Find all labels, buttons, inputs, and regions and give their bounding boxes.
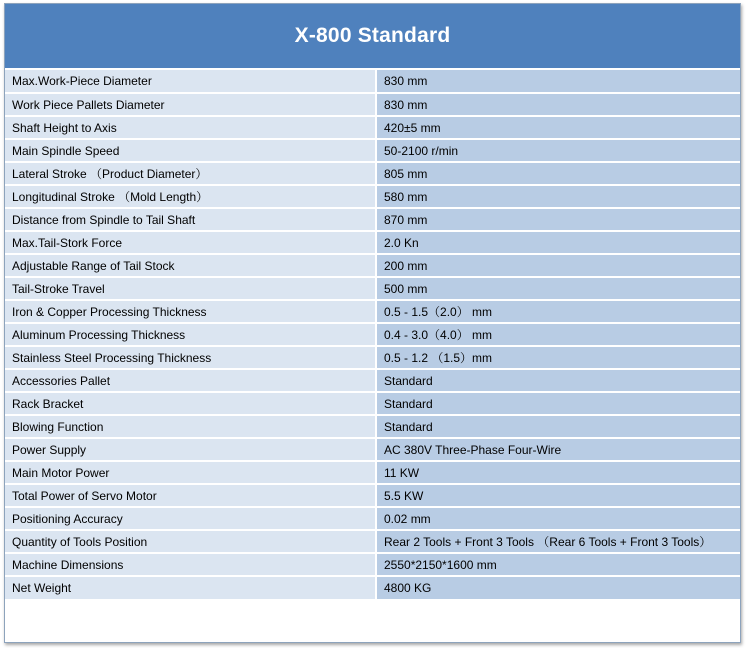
spec-table-body xyxy=(5,70,740,599)
spec-value: 0.5 - 1.2 （1.5）mm xyxy=(376,346,740,369)
spec-value: 50-2100 r/min xyxy=(376,139,740,162)
spec-row xyxy=(5,346,740,369)
spec-value: Standard xyxy=(376,392,740,415)
spec-row xyxy=(5,70,740,93)
spec-label: Machine Dimensions xyxy=(5,553,376,576)
spec-label: Rack Bracket xyxy=(5,392,376,415)
spec-row xyxy=(5,300,740,323)
spec-label: Max.Tail-Stork Force xyxy=(5,231,376,254)
spec-value: 2550*2150*1600 mm xyxy=(376,553,740,576)
spec-label: Aluminum Processing Thickness xyxy=(5,323,376,346)
spec-label: Tail-Stroke Travel xyxy=(5,277,376,300)
spec-row xyxy=(5,553,740,576)
spec-value: 4800 KG xyxy=(376,576,740,599)
spec-label: Iron & Copper Processing Thickness xyxy=(5,300,376,323)
spec-row xyxy=(5,277,740,300)
spec-label: Main Motor Power xyxy=(5,461,376,484)
spec-label: Main Spindle Speed xyxy=(5,139,376,162)
spec-value: Rear 2 Tools + Front 3 Tools （Rear 6 Tools + Front 3 Tools） xyxy=(376,530,740,553)
spec-label: Work Piece Pallets Diameter xyxy=(5,93,376,116)
spec-value: Standard xyxy=(376,415,740,438)
spec-value: 2.0 Kn xyxy=(376,231,740,254)
spec-row xyxy=(5,507,740,530)
spec-label: Max.Work-Piece Diameter xyxy=(5,70,376,93)
spec-row xyxy=(5,231,740,254)
spec-row xyxy=(5,392,740,415)
spec-row xyxy=(5,254,740,277)
spec-sheet xyxy=(4,3,741,643)
spec-value: 870 mm xyxy=(376,208,740,231)
spec-row xyxy=(5,208,740,231)
spec-row xyxy=(5,530,740,553)
spec-label: Power Supply xyxy=(5,438,376,461)
spec-label: Lateral Stroke （Product Diameter） xyxy=(5,162,376,185)
spec-value: 420±5 mm xyxy=(376,116,740,139)
spec-value: 500 mm xyxy=(376,277,740,300)
spec-value: 0.02 mm xyxy=(376,507,740,530)
spec-label: Adjustable Range of Tail Stock xyxy=(5,254,376,277)
spec-row xyxy=(5,139,740,162)
spec-value: 0.5 - 1.5（2.0） mm xyxy=(376,300,740,323)
spec-row xyxy=(5,415,740,438)
spec-value: AC 380V Three-Phase Four-Wire xyxy=(376,438,740,461)
spec-value: 580 mm xyxy=(376,185,740,208)
spec-row xyxy=(5,93,740,116)
spec-value: 0.4 - 3.0（4.0） mm xyxy=(376,323,740,346)
spec-row xyxy=(5,162,740,185)
spec-label: Net Weight xyxy=(5,576,376,599)
spec-label: Accessories Pallet xyxy=(5,369,376,392)
spec-row xyxy=(5,461,740,484)
spec-value: 805 mm xyxy=(376,162,740,185)
spec-label: Longitudinal Stroke （Mold Length） xyxy=(5,185,376,208)
spec-label: Total Power of Servo Motor xyxy=(5,484,376,507)
spec-label: Shaft Height to Axis xyxy=(5,116,376,139)
spec-value: 200 mm xyxy=(376,254,740,277)
spec-row xyxy=(5,185,740,208)
spec-table xyxy=(5,70,740,599)
spec-label: Stainless Steel Processing Thickness xyxy=(5,346,376,369)
spec-label: Quantity of Tools Position xyxy=(5,530,376,553)
spec-row xyxy=(5,369,740,392)
spec-row xyxy=(5,116,740,139)
spec-value: 830 mm xyxy=(376,70,740,93)
spec-value: Standard xyxy=(376,369,740,392)
spec-label: Distance from Spindle to Tail Shaft xyxy=(5,208,376,231)
spec-row xyxy=(5,438,740,461)
spec-row xyxy=(5,484,740,507)
spec-value: 11 KW xyxy=(376,461,740,484)
spec-label: Blowing Function xyxy=(5,415,376,438)
spec-title: X-800 Standard xyxy=(5,4,740,70)
spec-value: 5.5 KW xyxy=(376,484,740,507)
spec-row xyxy=(5,576,740,599)
spec-value: 830 mm xyxy=(376,93,740,116)
spec-row xyxy=(5,323,740,346)
spec-label: Positioning Accuracy xyxy=(5,507,376,530)
